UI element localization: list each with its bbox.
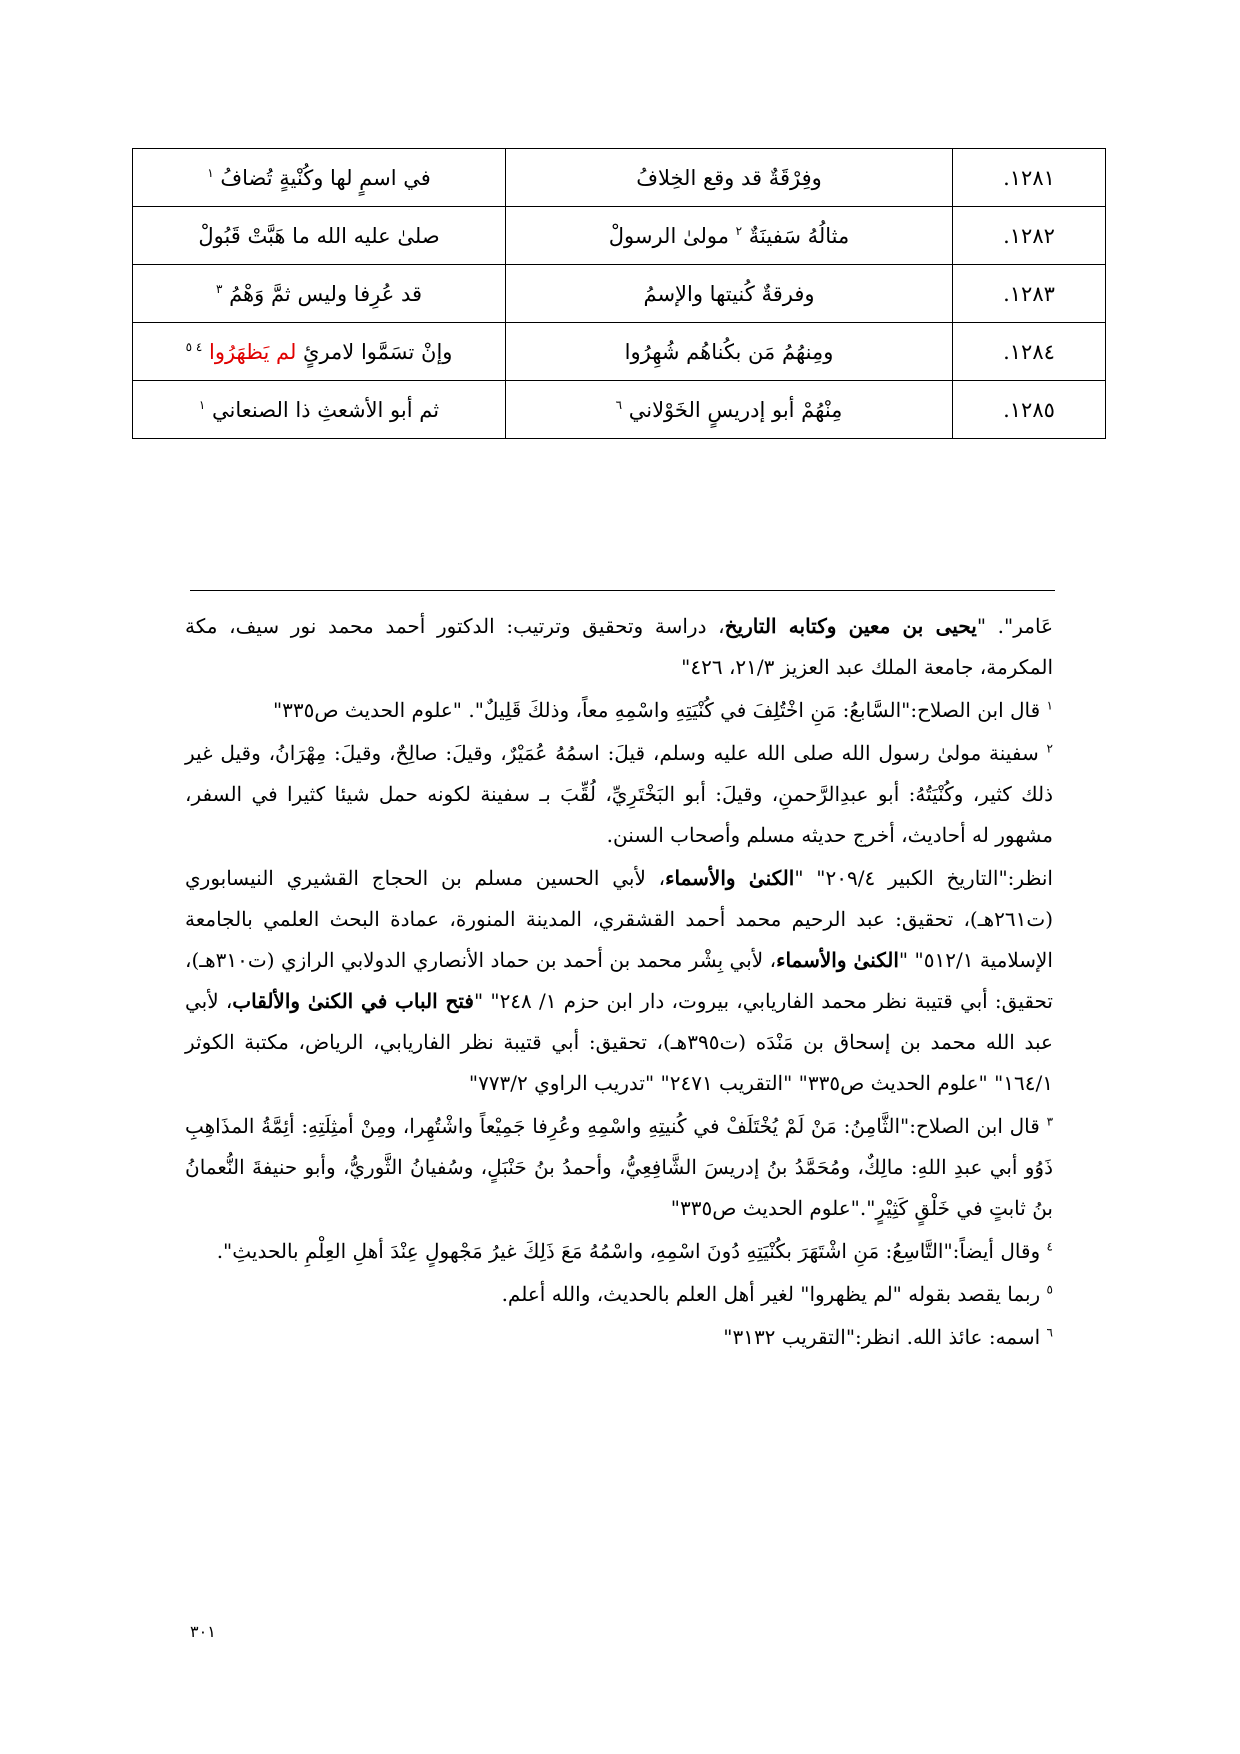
verse-number: ١٢٨٣.: [953, 265, 1106, 323]
second-hemistich: ثم أبو الأشعثِ ذا الصنعاني $^١$: [133, 381, 506, 439]
footnote-6: $^٦$ اسمه: عائذ الله. انظر:"التقريب ٣١٣٢": [723, 1325, 1053, 1349]
footnote-ref: ١: [198, 397, 206, 412]
footnote-divider: [190, 590, 1055, 591]
footnote-3: $^٣$ قال ابن الصلاح:"الثَّامِنُ: مَنْ لَمْ يُخْتَلَفْ في كُنيتِهِ واسْمِهِ وعُرِفا جَمِيْعاً واشْتُهِرا، ومِنْ أمثِلَتِهِ: أئِمَّةُ المذَاهِبِ ذَوُو أبي عبدِ اللهِ: مالِكٌ، ومُحَمَّدُ بنُ إدريسَ الشَّافِعِيُّ، وأحمدُ بنُ حَنْبَلٍ، وسُفيانُ الثَّوريُّ، وأبو حنيفةَ النُّعمانُ بنُ ثابتٍ في خَلْقٍ كَثِيْرٍ"."علوم الحديث ص٣٣٥": [185, 1114, 1054, 1220]
footnote-ref: ٦: [615, 397, 623, 412]
footnote-ref: ٢: [735, 223, 743, 238]
first-hemistich: وفرقةٌ كُنيتها والإسمُ: [506, 265, 953, 323]
verse-number: ١٢٨٢.: [953, 207, 1106, 265]
verse-number: ١٢٨٥.: [953, 381, 1106, 439]
poem-row: [133, 207, 1106, 265]
poem-row: [133, 323, 1106, 381]
second-hemistich: صلىٰ عليه الله ما هَبَّتْ قَبُولْ: [133, 207, 506, 265]
poem-table: [132, 148, 1106, 439]
poem-row: [133, 381, 1106, 439]
first-hemistich: وفِرْقَةٌ قد وقع الخِلافُ: [506, 149, 953, 207]
footnote-2-sources: انظر:"التاريخ الكبير ٢٠٩/٤" "الكنىٰ والأسماء، لأبي الحسين مسلم بن الحجاج القشيري النيسابوري (ت٢٦١هـ)، تحقيق: عبد الرحيم محمد أحمد القشقري، المدينة المنورة، عمادة البحث العلمي بالجامعة الإسلامية ٥١٢/١" "الكنىٰ والأسماء، لأبي بِشْر محمد بن أحمد بن حماد الأنصاري الدولابي الرازي (ت٣١٠هـ)، تحقيق: أبي قتيبة نظر محمد الفاريابي، بيروت، دار ابن حزم ١/ ٢٤٨" "فتح الباب في الكنىٰ والألقاب، لأبي عبد الله محمد بن إسحاق بن مَنْدَه (ت٣٩٥هـ)، تحقيق: أبي قتيبة نظر الفاريابي، الرياض، مكتبة الكوثر ١٦٤/١" "علوم الحديث ص٣٣٥" "التقريب ٢٤٧١" "تدريب الراوي ٧٧٣/٢": [185, 866, 1053, 1095]
footnote-4: $^٤$ وقال أيضاً:"التَّاسِعُ: مَنِ اشْتَهَرَ بكُنْيَتِهِ دُونَ اسْمِهِ، واسْمُهُ مَعَ ذَلِكَ غيرُ مَجْهولٍ عِنْدَ أهلِ العِلْمِ بالحديثِ".: [216, 1239, 1053, 1263]
first-hemistich: مثالُهُ سَفينَةٌ $^٢$ مولىٰ الرسولْ: [506, 207, 953, 265]
verse-number: ١٢٨٤.: [953, 323, 1106, 381]
first-hemistich: ومِنهُمُ مَن بكُناهُم شُهِرُوا: [506, 323, 953, 381]
footnote-2: $^٢$ سفينة مولىٰ رسول الله صلى الله عليه وسلم، قيلَ: اسمُهُ عُمَيْرٌ، وقيلَ: صالِحٌ، وقيلَ: مِهْرَانُ، وقيل غير ذلك كثير، وكُنْيَتُهُ: أبو عبدِالرَّحمنِ، وقيلَ: أبو البَخْتَرِيِّ، لُقِّبَ بـ سفينة لكونه حمل شيئا كثيرا في السفر، مشهور له أحاديث، أخرج حديثه مسلم وأصحاب السنن.: [185, 741, 1053, 847]
poem-row: [133, 265, 1106, 323]
poem-row: [133, 149, 1106, 207]
page-number: ٣٠١: [190, 1622, 216, 1641]
footnotes: [185, 606, 1053, 1360]
highlighted-text: لم يَظهَرُوا: [208, 339, 297, 364]
footnote-ref: ١: [207, 165, 214, 180]
footnote-5: $^٥$ ربما يقصد بقوله "لم يظهروا" لغير أهل العلم بالحديث، والله أعلم.: [501, 1282, 1053, 1306]
footnote-1: $^١$ قال ابن الصلاح:"السَّابعُ: مَنِ اخْتُلِفَ في كُنْيَتِهِ واسْمِهِ معاً، وذلكَ قَلِيلٌ". "علوم الحديث ص٣٣٥": [272, 698, 1053, 722]
verse-number: ١٢٨١.: [953, 149, 1106, 207]
second-hemistich: قد عُرِفا وليس ثمَّ وَهْمُ $^٣$: [133, 265, 506, 323]
first-hemistich: مِنْهُمْ أبو إدريسٍ الخَوْلاني $^٦$: [506, 381, 953, 439]
footnote-ref: ٣: [215, 281, 223, 296]
second-hemistich: وإنْ تسَمَّوا لامرئٍ لم يَظهَرُوا $^{٤ ٥}$: [133, 323, 506, 381]
footnote-ref: ٤ ٥: [185, 339, 203, 354]
second-hemistich: في اسمٍ لها وكُنْيةٍ تُضافُ $^١$: [133, 149, 506, 207]
footnote-continuation: عَامر". "يحيى بن معين وكتابه التاريخ، دراسة وتحقيق وترتيب: الدكتور أحمد محمد نور سيف، مكة المكرمة، جامعة الملك عبد العزيز ٢١/٣، ٤٢٦": [185, 614, 1054, 679]
